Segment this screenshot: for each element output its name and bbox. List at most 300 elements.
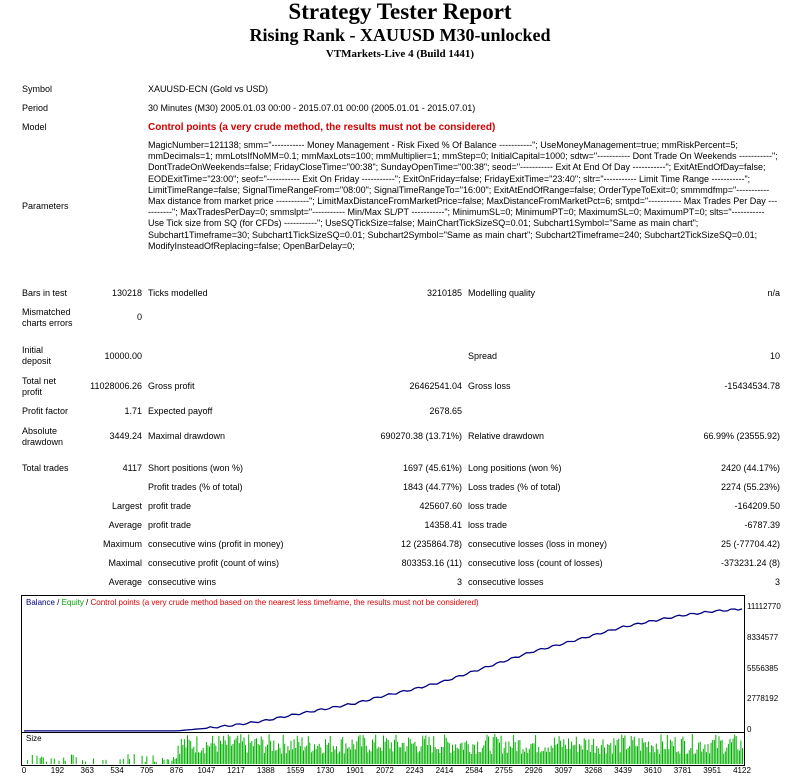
size-bar [679, 754, 680, 764]
size-bar [429, 737, 430, 764]
size-bar [229, 736, 230, 764]
size-bar [228, 735, 229, 764]
size-bar [446, 738, 447, 764]
size-bar [670, 740, 671, 764]
size-bar [515, 742, 516, 764]
size-bar [477, 742, 478, 764]
size-bar [419, 751, 420, 764]
x-tick-label: 192 [50, 766, 65, 775]
size-bar [618, 739, 619, 764]
size-bar [555, 745, 556, 764]
size-bar [360, 735, 361, 764]
size-bar [496, 737, 497, 764]
size-bar [327, 745, 328, 764]
size-bar [689, 750, 690, 764]
size-bar [405, 752, 406, 765]
model-value: Control points (a very crude method, the results must not be considered) [148, 122, 496, 133]
size-bar [425, 736, 426, 765]
size-bar [218, 736, 219, 764]
size-bar [328, 743, 329, 764]
size-bar [120, 759, 121, 764]
size-bar [460, 744, 461, 764]
symbol-value: XAUUSD-ECN (Gold vs USD) [148, 84, 269, 94]
size-bar [653, 746, 654, 764]
size-bar [411, 744, 412, 765]
size-bar [494, 734, 495, 764]
size-bar [595, 753, 596, 764]
size-bar [534, 743, 535, 764]
size-bar [596, 746, 597, 764]
netprofit-label-line1: Total net [22, 376, 57, 386]
size-bar [532, 743, 533, 764]
legend-separator: / [83, 598, 91, 607]
size-bar [43, 758, 44, 765]
size-bar [422, 736, 423, 764]
size-bar [530, 744, 531, 764]
size-bar [717, 748, 718, 764]
size-bar [700, 742, 701, 764]
size-bar [182, 745, 183, 764]
size-bar [303, 750, 304, 764]
size-bar [302, 737, 303, 764]
size-bar [273, 741, 274, 765]
deposit-label-line1: Initial [22, 345, 44, 355]
size-bar [396, 735, 397, 764]
size-bar [187, 735, 188, 764]
balance-series-line [24, 609, 742, 731]
size-bar [482, 748, 483, 764]
size-bar [236, 738, 237, 764]
size-bar [316, 749, 317, 764]
x-tick-label: 4122 [733, 766, 751, 775]
size-bar [601, 745, 602, 764]
size-bar [508, 741, 509, 764]
size-bar [684, 741, 685, 764]
size-bar [378, 747, 379, 764]
x-tick-label: 2243 [405, 766, 424, 775]
size-bar [675, 737, 676, 764]
x-tick-label: 2926 [524, 766, 543, 775]
y-tick-label: 8334577 [747, 632, 779, 642]
size-bar [487, 735, 488, 764]
size-bar [491, 754, 492, 764]
size-bar [584, 738, 585, 764]
size-bar [254, 739, 255, 764]
size-bar [444, 735, 445, 765]
size-bar [215, 746, 216, 764]
size-bar [603, 740, 604, 765]
size-bar [613, 738, 614, 764]
size-bar [32, 755, 33, 764]
size-bar [504, 748, 505, 764]
size-bar [267, 745, 268, 764]
size-bar [153, 755, 154, 764]
size-bar [414, 742, 415, 764]
x-tick-label: 3610 [643, 766, 662, 775]
size-bar [377, 749, 378, 765]
size-bar [347, 748, 348, 764]
size-bar [562, 747, 563, 764]
size-bar [156, 762, 157, 764]
size-bar [650, 752, 651, 764]
size-bar [201, 750, 202, 764]
size-bar [681, 739, 682, 764]
size-bar [510, 747, 511, 764]
size-bar [427, 745, 428, 764]
size-bar [703, 749, 704, 764]
size-bar [331, 752, 332, 764]
x-tick-label: 1901 [346, 766, 365, 775]
size-bar [295, 748, 296, 764]
size-bar [617, 740, 618, 764]
reldd-label: Relative drawdown [468, 431, 545, 441]
size-label: Size [26, 734, 42, 743]
legend-separator: / [54, 598, 62, 607]
size-bar [516, 751, 517, 764]
size-bar [275, 751, 276, 764]
size-bar [195, 753, 196, 765]
size-bar [361, 746, 362, 764]
size-bar [463, 750, 464, 764]
size-bar [203, 748, 204, 764]
size-bar [391, 742, 392, 764]
size-bar [692, 734, 693, 764]
size-bar [449, 743, 450, 764]
size-bar [292, 749, 293, 764]
size-bar [733, 739, 734, 764]
avgwins-value: 3 [456, 577, 462, 587]
size-bar [723, 754, 724, 764]
size-bar [587, 750, 588, 764]
size-bar [349, 747, 350, 764]
size-bar [640, 751, 641, 764]
size-bar [582, 750, 583, 765]
maxdd-value: 690270.38 (13.71%) [380, 431, 462, 441]
size-bar [573, 745, 574, 764]
period-value: 30 Minutes (M30) 2005.01.03 00:00 - 2015.07.01 00:00 (2005.01.01 - 2015.07.01) [148, 103, 476, 113]
size-bar [540, 752, 541, 764]
size-bar [698, 743, 699, 764]
size-bar [286, 753, 287, 764]
size-bar [392, 751, 393, 764]
average-profit-value: 14358.41 [424, 520, 462, 530]
size-bar [739, 751, 740, 765]
size-bar [421, 746, 422, 764]
size-bar [240, 734, 241, 764]
size-bar [665, 749, 666, 764]
quality-label: Modelling quality [468, 288, 536, 298]
size-bar [226, 745, 227, 764]
size-bar [380, 748, 381, 764]
size-bar [565, 745, 566, 764]
size-bar [407, 746, 408, 764]
size-bar [242, 741, 243, 764]
size-bar [291, 741, 292, 764]
size-bar [554, 738, 555, 764]
size-bar [281, 754, 282, 764]
bars-label: Bars in test [22, 288, 68, 298]
size-bar [129, 759, 130, 764]
size-bar [430, 745, 431, 764]
size-bar [128, 754, 129, 764]
largest-label: Largest [111, 501, 142, 511]
absdd-label-line2: drawdown [22, 437, 64, 447]
size-bar [455, 744, 456, 764]
average-loss-value: -6787.39 [744, 520, 780, 530]
size-bar [334, 750, 335, 765]
maxwins-label: consecutive wins (profit in money) [148, 539, 284, 549]
size-bar [27, 760, 28, 764]
size-bar [388, 740, 389, 764]
size-bar [435, 747, 436, 764]
size-bar [673, 746, 674, 764]
size-bar [262, 740, 263, 764]
bars-value: 130218 [111, 288, 142, 298]
size-bar [247, 753, 248, 765]
profitfactor-label: Profit factor [22, 406, 69, 416]
size-bar [93, 759, 94, 765]
size-bar [408, 738, 409, 765]
size-bar [588, 739, 589, 764]
size-bar [734, 735, 735, 764]
long-value: 2420 (44.17%) [720, 463, 780, 473]
size-bar [176, 758, 177, 764]
size-bar [231, 746, 232, 764]
average-profit-label: profit trade [148, 520, 192, 530]
reldd-value: 66.99% (23555.92) [703, 431, 780, 441]
size-bar [447, 742, 448, 764]
size-bar [71, 755, 72, 764]
size-bar [493, 737, 494, 764]
short-value: 1697 (45.61%) [402, 463, 462, 473]
size-bar [648, 741, 649, 764]
size-bar [123, 759, 124, 764]
size-bar [265, 747, 266, 764]
size-bar [624, 735, 625, 764]
size-bar [631, 736, 632, 764]
size-bar [612, 754, 613, 764]
size-bar [175, 759, 176, 764]
size-bar [371, 751, 372, 764]
avglosses-label: consecutive losses [468, 577, 544, 587]
size-bar [322, 753, 323, 764]
parameters-label: Parameters [22, 201, 69, 211]
size-bar [552, 748, 553, 764]
size-bar [416, 746, 417, 764]
size-bar [308, 736, 309, 764]
size-bar [106, 760, 107, 764]
grossprofit-value: 26462541.04 [409, 381, 462, 391]
size-bar [497, 739, 498, 764]
size-bar [306, 746, 307, 764]
size-bar [715, 735, 716, 764]
x-tick-label: 1047 [197, 766, 216, 775]
size-bar [518, 740, 519, 764]
size-bar [314, 744, 315, 764]
x-tick-label: 0 [21, 766, 27, 775]
size-bar [461, 743, 462, 764]
size-bar [576, 737, 577, 764]
size-bar [374, 742, 375, 764]
size-bar [523, 749, 524, 764]
size-bar [527, 753, 528, 764]
size-bar [632, 740, 633, 764]
size-bar [300, 746, 301, 764]
size-bar [73, 755, 74, 764]
symbol-label: Symbol [22, 84, 53, 94]
size-bar [305, 747, 306, 764]
size-bar [283, 735, 284, 764]
size-bar [742, 748, 743, 764]
size-bar [220, 741, 221, 764]
short-label: Short positions (won %) [148, 463, 244, 473]
size-bar [714, 740, 715, 764]
size-bar [474, 745, 475, 764]
size-bar [686, 754, 687, 764]
ticks-value: 3210185 [426, 288, 462, 298]
size-bar [551, 746, 552, 764]
maxprofit-label: consecutive profit (count of wins) [148, 558, 280, 568]
y-tick-label: 0 [747, 725, 752, 734]
size-bar [145, 762, 146, 764]
x-tick-label: 3268 [584, 766, 603, 775]
size-bar [356, 741, 357, 764]
size-bar [537, 752, 538, 764]
size-bar [142, 756, 143, 764]
grossprofit-label: Gross profit [148, 381, 195, 391]
size-bar [623, 738, 624, 764]
size-bar [272, 751, 273, 764]
size-bar [344, 753, 345, 764]
size-bar [513, 735, 514, 764]
size-bar [313, 751, 314, 764]
size-bar [642, 738, 643, 764]
maxlosses-value: 25 (-77704.42) [720, 539, 780, 549]
size-bar [722, 740, 723, 764]
chart-legend [26, 598, 479, 608]
size-bar [637, 746, 638, 764]
size-bar [168, 760, 169, 764]
size-bar [162, 758, 163, 764]
x-tick-label: 363 [80, 766, 94, 775]
size-bar [452, 745, 453, 764]
size-bar [193, 747, 194, 764]
mismatch-label-line1: Mismatched [22, 307, 71, 317]
balance-chart-canvas [22, 596, 744, 735]
size-bar [186, 747, 187, 764]
size-bar [668, 749, 669, 764]
size-bar [258, 744, 259, 764]
size-bar [695, 754, 696, 765]
size-bar [65, 761, 66, 764]
size-bar [330, 736, 331, 764]
deposit-value: 10000.00 [104, 351, 142, 361]
size-bar [211, 743, 212, 764]
size-bar [439, 753, 440, 764]
profittrades-label: Profit trades (% of total) [148, 482, 243, 492]
size-bar [577, 752, 578, 764]
x-tick-label: 1559 [286, 766, 305, 775]
report-title: Strategy Tester Report [288, 0, 512, 24]
size-bar [82, 760, 83, 764]
x-tick-label: 3439 [614, 766, 632, 775]
size-bar [179, 754, 180, 764]
size-bar [76, 757, 77, 764]
x-tick-label: 3781 [673, 766, 692, 775]
x-tick-label: 2414 [435, 766, 454, 775]
size-bar [574, 745, 575, 764]
maxloss-value: -373231.24 (8) [720, 558, 780, 568]
size-bar [350, 749, 351, 764]
size-bar [505, 742, 506, 764]
x-tick-label: 1388 [256, 766, 275, 775]
size-bar [217, 752, 218, 764]
size-bar [690, 748, 691, 764]
size-bar [593, 739, 594, 764]
size-bar [325, 739, 326, 764]
size-bar [37, 756, 38, 764]
size-bar [535, 735, 536, 764]
avgwins-label: consecutive wins [148, 577, 217, 587]
size-bar [294, 739, 295, 764]
size-bar [167, 759, 168, 764]
size-bar [571, 742, 572, 764]
size-bar [256, 738, 257, 764]
size-bar [628, 748, 629, 764]
size-bar [682, 737, 683, 764]
size-bar [469, 752, 470, 764]
size-bar [154, 762, 155, 764]
size-bar [438, 749, 439, 764]
size-bar [667, 735, 668, 764]
size-bar [309, 743, 310, 764]
size-bar [458, 749, 459, 764]
size-bar [276, 750, 277, 764]
size-bar [606, 753, 607, 764]
absdd-value: 3449.24 [109, 431, 142, 441]
size-bar [410, 739, 411, 764]
size-bar [399, 747, 400, 764]
size-bar [369, 750, 370, 764]
spread-label: Spread [468, 351, 498, 361]
size-bar [239, 743, 240, 764]
size-bar [46, 762, 47, 764]
size-bar [253, 746, 254, 764]
size-bar [248, 735, 249, 765]
size-bar [610, 743, 611, 764]
size-bar [737, 749, 738, 764]
size-bar [730, 739, 731, 764]
size-bar [261, 736, 262, 764]
x-tick-label: 705 [140, 766, 154, 775]
size-bar [507, 753, 508, 764]
size-bar [189, 740, 190, 764]
size-bar [662, 742, 663, 765]
parameters-value: MagicNumber=121138; smm="----------- Money Management - Risk Fixed % Of Balance -----------"; UseMoneyManagement=true; mmRiskPercent=5; mmDecimals=1; mmLotsIfNoMM=0.1; mmMaxLots=100; mmMultiplier=1; mmStep=0; InitialCapital=1000; sdtw="----------- Dont Trade On Weekends -----------"; DontTradeOnWeekends=false; FridayCloseTime="00:38"; SundayOpenTime="00:38"; seod="----------- Exit At End Of Day -----------"; ExitAtEndOfDay=false; EODExitTime="23:00"; seof="----------- Exit On Friday -----------"; ExitOnFriday=false; FridayExitTime="23:40"; sltr="----------- Limit Time Range -----------"; LimitTimeRange=false; SignalTimeRangeFrom="08:00"; SignalTimeRangeTo="16:00"; ExitAtEndOfRange=false; OrderTypeToExit=0; smmmdfmp="----------- Max distance from market price -----------"; LimitMaxDistanceFromMarketPrice=false; MaxDistanceFromMarketPct=6; smtpd="----------- Max Trades Per Day -----------"; MaxTradesPerDay=0; smmslpt="----------- Min/Max SL/PT -----------"; MinimumSL=0; MinimumPT=0; MaximumSL=0; MaximumPT=0; slts="----------- Use Tick size from SQ (for CFDs) -----------"; UseSQTickSize=false; MainChartTickSizeSQ=0.01; Subchart1Symbol="Same as main chart"; Subchart1Timeframe=30; Subchart1TickSizeSQ=0.01; Subchart2Symbol="Same as main chart"; Subchart2Timeframe=240; Subchart2TickSizeSQ=0.01; ModifyInsteadOfReplacing=false; OpenBarDelay=0; [148, 140, 781, 251]
size-bar [244, 737, 245, 764]
size-bar [706, 752, 707, 764]
profittrades-value: 1843 (44.77%) [402, 482, 462, 492]
size-bar [488, 737, 489, 765]
size-bar [719, 736, 720, 764]
size-bar [270, 741, 271, 764]
size-bar [214, 743, 215, 764]
size-bar [740, 741, 741, 765]
size-bar [566, 749, 567, 764]
size-bar [336, 746, 337, 764]
size-bar [278, 743, 279, 764]
largest-profit-label: profit trade [148, 501, 192, 511]
